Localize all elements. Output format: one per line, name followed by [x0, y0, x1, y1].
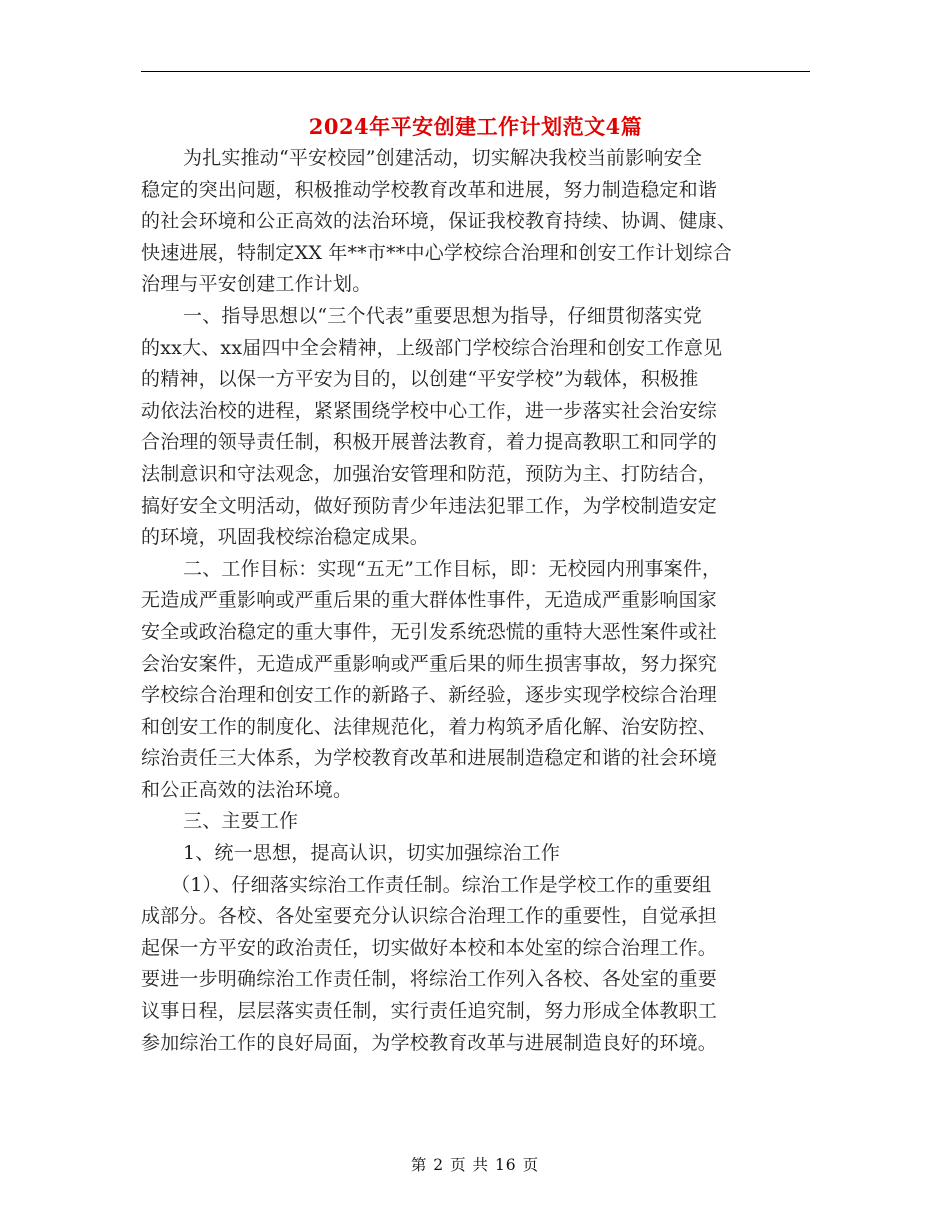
- paragraph-line: 会治安案件，无造成严重影响或严重后果的师生损害事故，努力探究: [141, 652, 718, 675]
- header-rule: [141, 71, 810, 72]
- paragraph-line: （1）、仔细落实综治工作责任制。综治工作是学校工作的重要组: [171, 873, 712, 896]
- document-body: [141, 143, 810, 1059]
- paragraph-line: 法制意识和守法观念，加强治安管理和防范，预防为主、打防结合，: [141, 462, 718, 485]
- paragraph-line: 的社会环境和公正高效的法治环境，保证我校教育持续、协调、健康、: [141, 210, 737, 233]
- paragraph-line: 无造成严重影响或严重后果的重大群体性事件，无造成严重影响国家: [141, 589, 718, 612]
- paragraph-line: 的xx大、xx届四中全会精神，上级部门学校综合治理和创安工作意见: [141, 336, 723, 359]
- paragraph-line: 合治理的领导责任制，积极开展普法教育，着力提高教职工和同学的: [141, 431, 718, 454]
- paragraph-line: 学校综合治理和创安工作的新路子、新经验，逐步实现学校综合治理: [141, 684, 718, 707]
- section-heading: 三、主要工作: [183, 810, 299, 833]
- paragraph-line: 议事日程，层层落实责任制，实行责任追究制，努力形成全体教职工: [141, 1000, 718, 1023]
- paragraph-line: 稳定的突出问题，积极推动学校教育改革和进展，努力制造稳定和谐: [141, 178, 718, 201]
- paragraph-line: 快速进展，特制定XX 年**市**中心学校综合治理和创安工作计划综合: [141, 241, 732, 264]
- paragraph-line: 二、工作目标：实现“五无”工作目标，即：无校园内刑事案件，: [183, 557, 722, 580]
- paragraph-line: 要进一步明确综治工作责任制，将综治工作列入各校、各处室的重要: [141, 968, 718, 991]
- paragraph-line: 动依法治校的进程，紧紧围绕学校中心工作，进一步落实社会治安综: [141, 399, 718, 422]
- subsection-heading: 1、统一思想，提高认识，切实加强综治工作: [183, 842, 561, 865]
- paragraph-line: 和创安工作的制度化、法律规范化，着力构筑矛盾化解、治安防控、: [141, 715, 718, 738]
- paragraph-line: 的精神，以保一方平安为目的，以创建“平安学校”为载体，积极推: [141, 368, 699, 391]
- paragraph-line: 起保一方平安的政治责任，切实做好本校和本处室的综合治理工作。: [141, 936, 718, 959]
- paragraph-line: 搞好安全文明活动，做好预防青少年违法犯罪工作，为学校制造安定: [141, 494, 718, 517]
- paragraph-line: 的环境，巩固我校综治稳定成果。: [141, 526, 430, 549]
- paragraph-line: 治理与平安创建工作计划。: [141, 273, 372, 296]
- page-number-footer: 第 2 页 共 16 页: [410, 1156, 540, 1174]
- paragraph-line: 一、指导思想以“三个代表”重要思想为指导，仔细贯彻落实党: [183, 304, 703, 327]
- paragraph-line: 成部分。各校、各处室要充分认识综合治理工作的重要性，自觉承担: [141, 905, 718, 928]
- paragraph-line: 安全或政治稳定的重大事件，无引发系统恐慌的重特大恶性案件或社: [141, 620, 718, 643]
- document-title: 2024年平安创建工作计划范文4篇: [308, 114, 643, 139]
- paragraph-line: 参加综治工作的良好局面，为学校教育改革与进展制造良好的环境。: [141, 1031, 718, 1054]
- paragraph-line: 为扎实推动“平安校园”创建活动，切实解决我校当前影响安全: [183, 147, 703, 169]
- paragraph-line: 综治责任三大体系，为学校教育改革和进展制造稳定和谐的社会环境: [141, 747, 718, 770]
- paragraph-line: 和公正高效的法治环境。: [141, 778, 353, 801]
